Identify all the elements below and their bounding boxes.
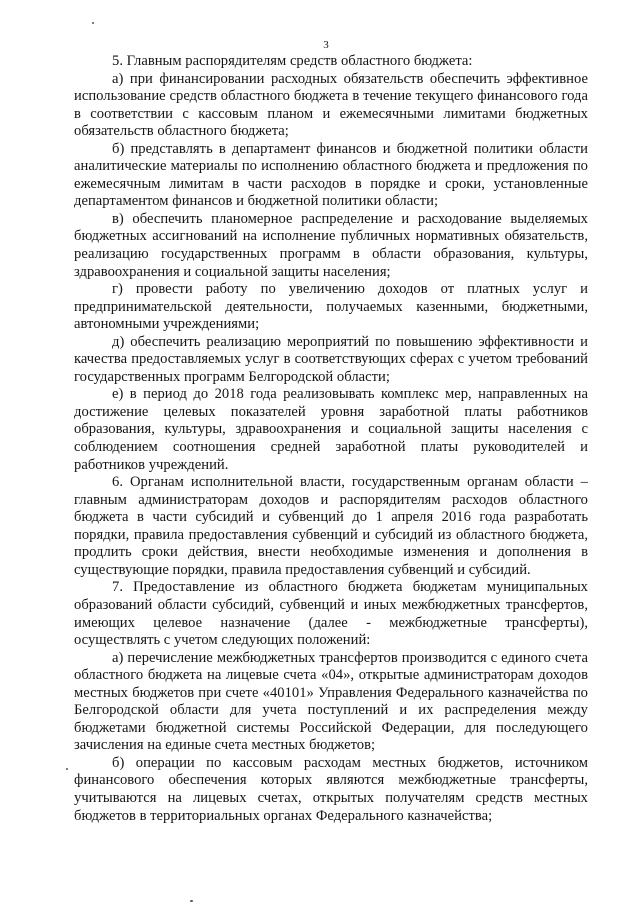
- paragraph-7a: а) перечисление межбюджетных трансфертов производится с единого счета областного бюджета на лицевые счета «04», открытые администраторам доходов местных бюджетов при счете «40101» Управления Федерального казначейства по Белгородской области для учета поступлений и их распределения между бюджетами бюджетной системы Российской Федерации, для последующего зачисления на единые счета местных бюджетов;: [74, 649, 588, 754]
- page-number: 3: [323, 39, 329, 51]
- paragraph-5v: в) обеспечить планомерное распределение и расходование выделяемых бюджетных ассигнований на исполнение публичных нормативных обязательств, реализацию государственных программ в области образования, культуры, здравоохранения и социальной защиты населения;: [74, 210, 588, 280]
- paragraph-7: 7. Предоставление из областного бюджета бюджетам муниципальных образований области субсидий, субвенций и иных межбюджетных трансфертов, имеющих целевое назначение (далее - межбюджетные трансферты), осуществлять с учетом следующих положений:: [74, 579, 588, 649]
- paragraph-5: 5. Главным распорядителям средств областного бюджета:: [112, 53, 473, 69]
- paragraph-5e: е) в период до 2018 года реализовывать комплекс мер, направленных на достижение целевых показателей уровня заработной платы работников образования, культуры, здравоохранения и социальной защиты населения с соблюдением соотношения средней заработной платы руководителей и работников учреждений.: [74, 386, 588, 473]
- scan-speck: [92, 22, 94, 24]
- paragraph-6: 6. Органам исполнительной власти, государственным органам области – главным администраторам доходов и распорядителям расходов областного бюджета в части субсидий и субвенций до 1 апреля 2016 года разработать порядки, правила предоставления субвенций и субсидий из областного бюджета, продлить сроки действия, внести необходимые изменения и дополнения в существующие порядки, правила предоставления субвенций и субсидий.: [74, 474, 588, 578]
- paragraph-5d: д) обеспечить реализацию мероприятий по повышению эффективности и качества предоставляемых услуг в соответствующих сферах с учетом требований государственных программ Белгородской области;: [74, 333, 588, 385]
- paragraph-5b: б) представлять в департамент финансов и бюджетной политики области аналитические материалы по исполнению областного бюджета и предложения по ежемесячным лимитам в части расходов в порядке и сроки, установленные департаментом финансов и бюджетной политики области;: [74, 140, 588, 210]
- paragraph-5a: а) при финансировании расходных обязательств обеспечить эффективное использование средств областного бюджета в течение текущего финансового года в соответствии с кассовым планом и ежемесячными лимитами бюджетных обязательств областного бюджета;: [74, 70, 588, 140]
- paragraph-5g: г) провести работу по увеличению доходов от платных услуг и предпринимательской деятельности, получаемых казенными, бюджетными, автономными учреждениями;: [74, 281, 588, 333]
- scan-speck: [66, 768, 68, 770]
- document-body: [74, 53, 588, 825]
- paragraph-7b: б) операции по кассовым расходам местных бюджетов, источником финансового обеспечения которых являются межбюджетные трансферты, учитываются на лицевых счетах, открытых получателям средств местных бюджетов в территориальных органах Федерального казначейства;: [74, 754, 588, 824]
- scan-speck: [190, 900, 193, 902]
